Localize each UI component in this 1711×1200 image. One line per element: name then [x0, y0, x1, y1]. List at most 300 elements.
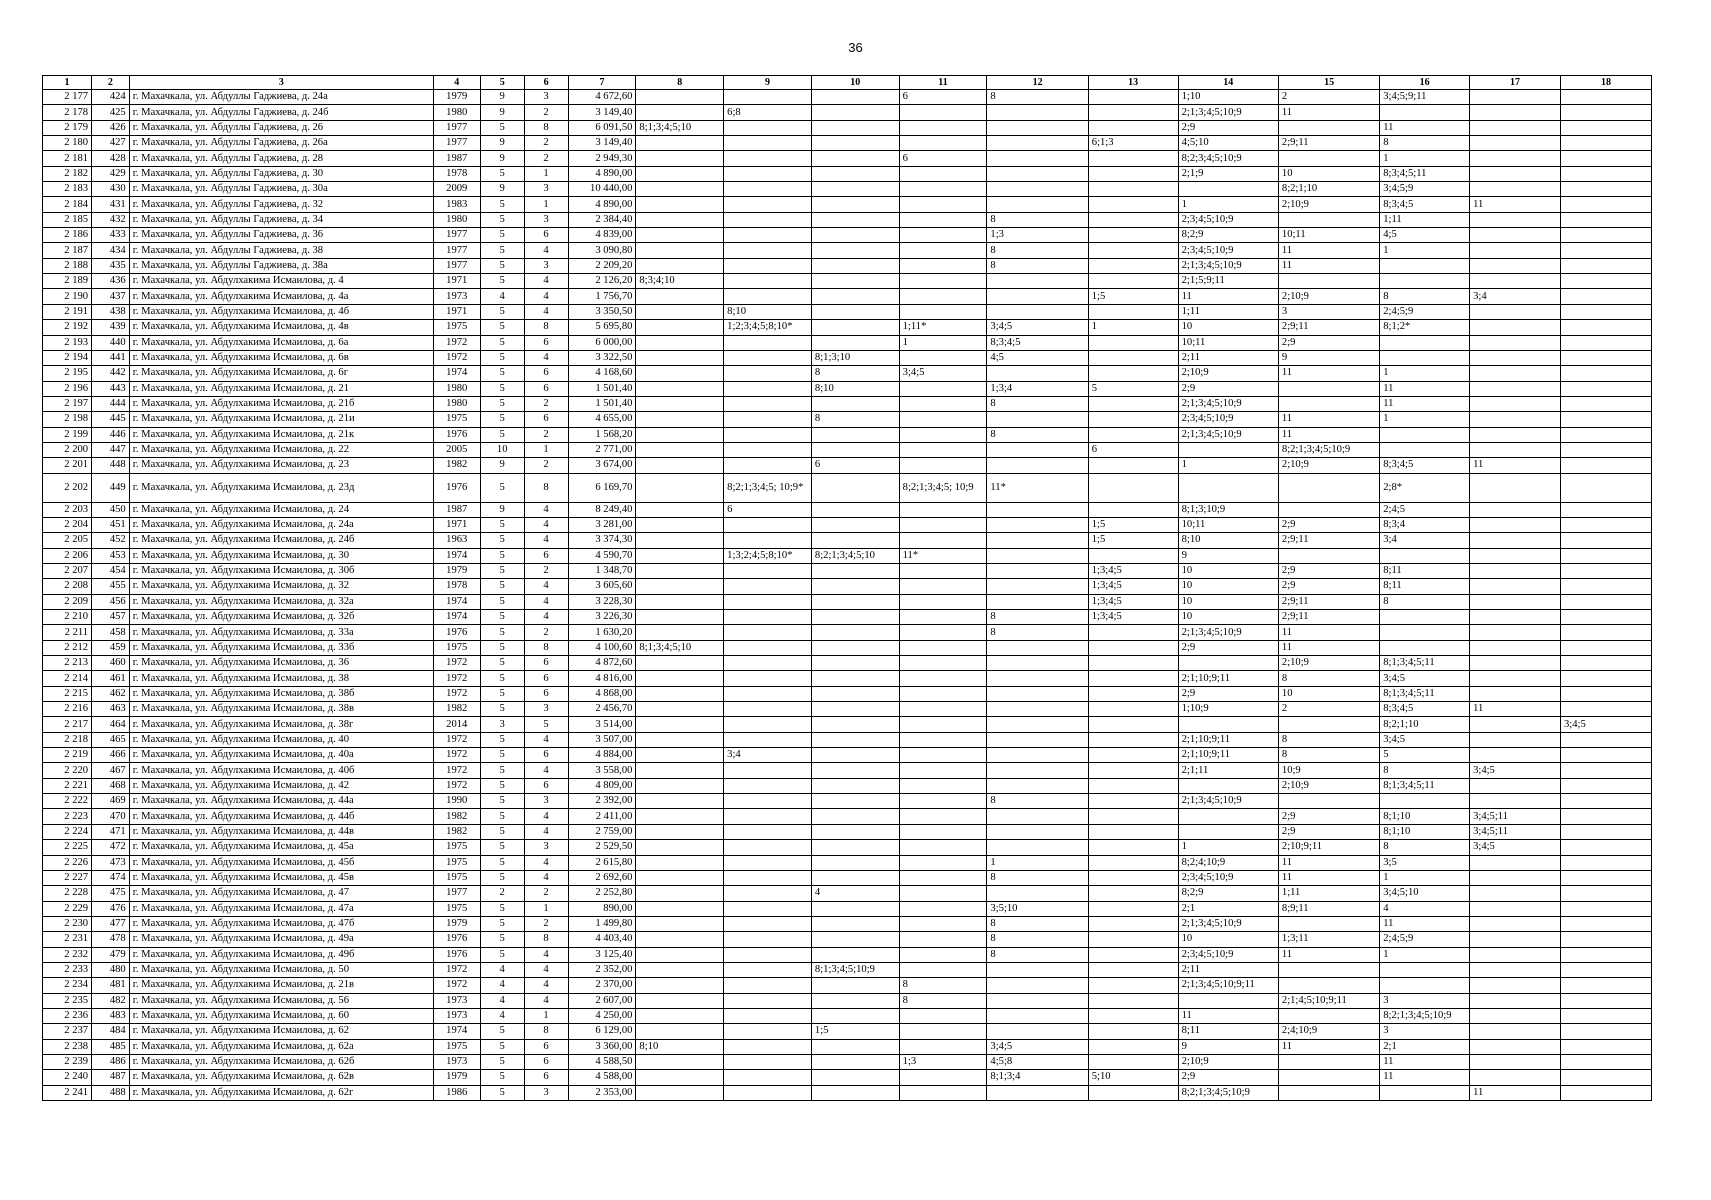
table-cell: [1470, 748, 1561, 763]
table-cell: 3 507,00: [568, 732, 636, 747]
table-cell: 3 374,30: [568, 533, 636, 548]
table-cell: 1;3;4;5: [1088, 563, 1178, 578]
table-cell: [1560, 702, 1651, 717]
table-cell: [636, 778, 724, 793]
table-cell: 8: [1278, 732, 1379, 747]
table-cell: [1178, 442, 1278, 457]
table-cell: 2;1;3;4;5;10;9: [1178, 258, 1278, 273]
table-cell: 5: [480, 855, 524, 870]
table-cell: г. Махачкала, ул. Абдуллы Гаджиева, д. 26а: [129, 136, 433, 151]
table-row: [43, 366, 1652, 381]
table-cell: [1380, 258, 1470, 273]
table-cell: 462: [92, 686, 130, 701]
table-cell: 1975: [433, 320, 480, 335]
table-cell: [1278, 381, 1379, 396]
table-cell: 2;1;3;4;5;10;9: [1178, 427, 1278, 442]
table-cell: [724, 640, 812, 655]
table-cell: 8;2;1;3;4;5; 10;9: [899, 473, 987, 502]
table-cell: 8: [987, 90, 1088, 105]
table-cell: 2;1;3;4;5;10;9: [1178, 916, 1278, 931]
table-cell: 2 411,00: [568, 809, 636, 824]
table-cell: 8;3;4;10: [636, 274, 724, 289]
table-cell: [899, 212, 987, 227]
table-cell: [636, 824, 724, 839]
table-cell: 476: [92, 901, 130, 916]
table-cell: [1088, 1039, 1178, 1054]
table-cell: 1987: [433, 151, 480, 166]
table-cell: [1278, 1008, 1379, 1023]
table-cell: 2;9: [1278, 335, 1379, 350]
table-cell: 5: [480, 932, 524, 947]
table-cell: 6: [524, 1039, 568, 1054]
table-cell: [724, 686, 812, 701]
table-cell: [1088, 732, 1178, 747]
table-cell: 448: [92, 458, 130, 473]
table-cell: 8;11: [1380, 579, 1470, 594]
table-cell: 1 501,40: [568, 396, 636, 411]
table-cell: 2 229: [43, 901, 92, 916]
table-cell: [1278, 962, 1379, 977]
table-cell: 4: [524, 350, 568, 365]
table-cell: 8: [1380, 840, 1470, 855]
table-row: [43, 870, 1652, 885]
table-cell: 1973: [433, 1008, 480, 1023]
table-cell: [899, 594, 987, 609]
table-cell: 3;4;5: [899, 366, 987, 381]
table-cell: 3: [1380, 1024, 1470, 1039]
table-cell: 1971: [433, 274, 480, 289]
table-cell: 2: [524, 886, 568, 901]
table-cell: [1088, 502, 1178, 517]
table-cell: [1560, 1070, 1651, 1085]
table-cell: 2;4;5;9: [1380, 932, 1470, 947]
table-cell: [987, 978, 1088, 993]
table-cell: [724, 243, 812, 258]
table-cell: г. Махачкала, ул. Абдулхакима Исмаилова, д. 4в: [129, 320, 433, 335]
table-cell: 2;10;9: [1278, 458, 1379, 473]
table-cell: [987, 809, 1088, 824]
table-cell: 1979: [433, 90, 480, 105]
table-cell: [636, 993, 724, 1008]
table-cell: [636, 197, 724, 212]
table-row: [43, 978, 1652, 993]
table-cell: 10: [480, 442, 524, 457]
table-cell: [1470, 258, 1561, 273]
table-cell: [724, 962, 812, 977]
table-cell: [1088, 304, 1178, 319]
table-cell: 1977: [433, 228, 480, 243]
table-cell: 2 193: [43, 335, 92, 350]
table-cell: 1972: [433, 763, 480, 778]
table-cell: г. Махачкала, ул. Абдуллы Гаджиева, д. 30а: [129, 182, 433, 197]
table-cell: [1278, 1054, 1379, 1069]
table-cell: [1470, 320, 1561, 335]
table-cell: [811, 136, 899, 151]
table-cell: [1278, 274, 1379, 289]
table-cell: 470: [92, 809, 130, 824]
table-cell: 3: [524, 702, 568, 717]
table-cell: 1972: [433, 748, 480, 763]
table-row: [43, 916, 1652, 931]
table-cell: 11: [1178, 1008, 1278, 1023]
table-cell: 2: [480, 886, 524, 901]
table-cell: 1974: [433, 594, 480, 609]
table-cell: г. Махачкала, ул. Абдулхакима Исмаилова, д. 50: [129, 962, 433, 977]
table-cell: 2 177: [43, 90, 92, 105]
table-cell: 1;3;11: [1278, 932, 1379, 947]
table-cell: [987, 458, 1088, 473]
table-cell: [1560, 1085, 1651, 1100]
table-cell: 5: [524, 717, 568, 732]
table-cell: [1088, 1085, 1178, 1100]
table-cell: 3;4;5: [1470, 840, 1561, 855]
table-cell: [811, 732, 899, 747]
table-cell: 1: [524, 1008, 568, 1023]
table-cell: [811, 120, 899, 135]
table-cell: [811, 640, 899, 655]
table-cell: 2;9: [1278, 563, 1379, 578]
table-cell: 2 227: [43, 870, 92, 885]
table-cell: 1973: [433, 289, 480, 304]
table-row: [43, 686, 1652, 701]
table-cell: г. Махачкала, ул. Абдулхакима Исмаилова, д. 4а: [129, 289, 433, 304]
table-cell: 2;1: [1380, 1039, 1470, 1054]
table-cell: 3 322,50: [568, 350, 636, 365]
table-cell: г. Махачкала, ул. Абдулхакима Исмаилова, д. 62г: [129, 1085, 433, 1100]
table-cell: 480: [92, 962, 130, 977]
table-cell: [1470, 548, 1561, 563]
table-cell: [811, 166, 899, 181]
table-cell: 2;3;4;5;10;9: [1178, 412, 1278, 427]
table-cell: 8;2;9: [1178, 886, 1278, 901]
table-cell: г. Махачкала, ул. Абдулхакима Исмаилова, д. 6г: [129, 366, 433, 381]
table-cell: 5: [480, 1070, 524, 1085]
table-cell: [987, 304, 1088, 319]
table-cell: [724, 671, 812, 686]
table-cell: 2;3;4;5;10;9: [1178, 870, 1278, 885]
table-cell: [811, 794, 899, 809]
table-cell: 1979: [433, 1070, 480, 1085]
table-cell: [1088, 1008, 1178, 1023]
table-row: [43, 901, 1652, 916]
table-cell: 8;3;4;5: [1380, 197, 1470, 212]
table-cell: г. Махачкала, ул. Абдуллы Гаджиева, д. 26: [129, 120, 433, 135]
table-cell: [1178, 656, 1278, 671]
table-cell: 2: [524, 458, 568, 473]
table-cell: 8: [899, 993, 987, 1008]
table-cell: 1976: [433, 473, 480, 502]
table-cell: 442: [92, 366, 130, 381]
table-cell: 1: [1380, 243, 1470, 258]
table-cell: 5: [480, 671, 524, 686]
table-cell: 3 149,40: [568, 136, 636, 151]
table-cell: 430: [92, 182, 130, 197]
table-cell: 10: [1178, 579, 1278, 594]
table-cell: [987, 840, 1088, 855]
table-cell: 1972: [433, 656, 480, 671]
table-cell: 1973: [433, 993, 480, 1008]
table-cell: 2 223: [43, 809, 92, 824]
table-cell: [811, 563, 899, 578]
table-row: [43, 243, 1652, 258]
table-cell: [724, 182, 812, 197]
table-cell: 890,00: [568, 901, 636, 916]
table-cell: [1380, 610, 1470, 625]
table-cell: 2;10;9: [1178, 366, 1278, 381]
table-cell: [1560, 778, 1651, 793]
table-cell: [1088, 197, 1178, 212]
table-cell: 1 499,80: [568, 916, 636, 931]
table-cell: г. Махачкала, ул. Абдулхакима Исмаилова, д. 6в: [129, 350, 433, 365]
table-cell: [636, 258, 724, 273]
table-cell: 5;10: [1088, 1070, 1178, 1085]
table-cell: [1178, 993, 1278, 1008]
table-cell: [724, 350, 812, 365]
table-cell: [1088, 396, 1178, 411]
table-cell: [899, 289, 987, 304]
table-cell: [636, 717, 724, 732]
table-cell: [724, 625, 812, 640]
table-cell: 5: [480, 794, 524, 809]
table-cell: 5: [480, 947, 524, 962]
table-cell: [636, 947, 724, 962]
table-cell: 2 204: [43, 517, 92, 532]
table-cell: 1;11: [1178, 304, 1278, 319]
table-cell: 2;4;5: [1380, 502, 1470, 517]
table-cell: 482: [92, 993, 130, 1008]
table-cell: 4: [524, 517, 568, 532]
table-cell: 8: [811, 366, 899, 381]
table-cell: [724, 978, 812, 993]
table-cell: 8;3;4;5;11: [1380, 166, 1470, 181]
table-cell: [1560, 320, 1651, 335]
table-cell: 457: [92, 610, 130, 625]
table-cell: [987, 1024, 1088, 1039]
table-cell: 2 181: [43, 151, 92, 166]
table-cell: 449: [92, 473, 130, 502]
table-cell: [1560, 90, 1651, 105]
table-cell: 8: [811, 412, 899, 427]
table-cell: [1470, 732, 1561, 747]
table-cell: 5: [480, 732, 524, 747]
table-cell: [724, 717, 812, 732]
table-cell: [1470, 335, 1561, 350]
table-cell: 4: [524, 610, 568, 625]
table-cell: 3;4;5: [987, 1039, 1088, 1054]
table-cell: г. Махачкала, ул. Абдулхакима Исмаилова, д. 32: [129, 579, 433, 594]
table-cell: 10;11: [1178, 517, 1278, 532]
table-cell: [724, 258, 812, 273]
table-cell: 1: [524, 166, 568, 181]
table-cell: 8;10: [1178, 533, 1278, 548]
table-cell: 4;5: [987, 350, 1088, 365]
table-cell: [811, 809, 899, 824]
table-row: [43, 594, 1652, 609]
table-cell: г. Махачкала, ул. Абдуллы Гаджиева, д. 24а: [129, 90, 433, 105]
table-cell: [636, 610, 724, 625]
table-cell: [1470, 993, 1561, 1008]
table-cell: [1088, 335, 1178, 350]
table-cell: 2 191: [43, 304, 92, 319]
table-cell: 1975: [433, 870, 480, 885]
table-cell: [899, 625, 987, 640]
table-cell: 9: [1178, 1039, 1278, 1054]
table-cell: [1088, 120, 1178, 135]
table-cell: [1560, 993, 1651, 1008]
table-cell: 2 214: [43, 671, 92, 686]
table-cell: [1560, 824, 1651, 839]
column-header: 6: [524, 76, 568, 90]
table-cell: 2 208: [43, 579, 92, 594]
table-cell: [724, 442, 812, 457]
table-cell: [811, 258, 899, 273]
table-cell: 1972: [433, 978, 480, 993]
table-cell: 2 221: [43, 778, 92, 793]
table-cell: [1560, 197, 1651, 212]
table-cell: 2 199: [43, 427, 92, 442]
table-cell: 5: [480, 809, 524, 824]
table-cell: [1088, 978, 1178, 993]
table-cell: 2 225: [43, 840, 92, 855]
table-cell: 2 233: [43, 962, 92, 977]
table-cell: 3 125,40: [568, 947, 636, 962]
table-cell: г. Махачкала, ул. Абдулхакима Исмаилова, д. 60: [129, 1008, 433, 1023]
table-cell: 3: [524, 840, 568, 855]
table-cell: 8;2;1;10: [1380, 717, 1470, 732]
table-row: [43, 212, 1652, 227]
table-cell: [724, 212, 812, 227]
table-cell: 4 672,60: [568, 90, 636, 105]
column-header: 10: [811, 76, 899, 90]
table-cell: 465: [92, 732, 130, 747]
table-cell: 2: [524, 136, 568, 151]
table-cell: 10;11: [1178, 335, 1278, 350]
table-cell: 11: [1380, 916, 1470, 931]
table-cell: [1088, 656, 1178, 671]
table-cell: 468: [92, 778, 130, 793]
table-cell: 11: [1278, 947, 1379, 962]
table-cell: 5: [480, 748, 524, 763]
table-cell: [1560, 120, 1651, 135]
table-cell: 2 184: [43, 197, 92, 212]
table-cell: г. Махачкала, ул. Абдулхакима Исмаилова, д. 38б: [129, 686, 433, 701]
table-cell: 11: [1380, 1054, 1470, 1069]
table-cell: 5: [480, 427, 524, 442]
table-cell: 8: [987, 243, 1088, 258]
table-cell: [1088, 855, 1178, 870]
table-cell: [1470, 579, 1561, 594]
table-cell: 3 149,40: [568, 105, 636, 120]
table-cell: [1178, 182, 1278, 197]
table-cell: 4: [524, 870, 568, 885]
table-cell: [899, 533, 987, 548]
table-cell: 11*: [899, 548, 987, 563]
table-cell: г. Махачкала, ул. Абдуллы Гаджиева, д. 32: [129, 197, 433, 212]
table-cell: [636, 686, 724, 701]
table-cell: 9: [480, 136, 524, 151]
table-cell: [636, 517, 724, 532]
table-cell: 2 224: [43, 824, 92, 839]
table-cell: 8;3;4;5: [987, 335, 1088, 350]
table-cell: 2;9: [1178, 640, 1278, 655]
table-cell: [899, 901, 987, 916]
table-cell: 3 674,00: [568, 458, 636, 473]
table-cell: 8;3;4: [1380, 517, 1470, 532]
table-row: [43, 932, 1652, 947]
table-cell: [811, 517, 899, 532]
table-cell: 8;2;1;10: [1278, 182, 1379, 197]
table-cell: 2 231: [43, 932, 92, 947]
table-cell: 2;1: [1178, 901, 1278, 916]
table-cell: 1;3: [987, 228, 1088, 243]
table-cell: [1088, 794, 1178, 809]
table-cell: 6 000,00: [568, 335, 636, 350]
table-cell: [987, 442, 1088, 457]
column-header: 11: [899, 76, 987, 90]
table-cell: [899, 855, 987, 870]
table-cell: [811, 610, 899, 625]
table-row: [43, 335, 1652, 350]
table-cell: 8 249,40: [568, 502, 636, 517]
table-cell: [1470, 656, 1561, 671]
table-cell: 5: [480, 396, 524, 411]
table-cell: 8: [987, 916, 1088, 931]
table-cell: [1560, 458, 1651, 473]
table-cell: 8: [987, 427, 1088, 442]
table-cell: 2 188: [43, 258, 92, 273]
table-cell: [1088, 748, 1178, 763]
table-cell: 2;9;11: [1278, 136, 1379, 151]
table-cell: 2 238: [43, 1039, 92, 1054]
table-cell: [1470, 228, 1561, 243]
table-cell: [1088, 778, 1178, 793]
table-cell: 11: [1278, 366, 1379, 381]
table-cell: г. Махачкала, ул. Абдуллы Гаджиева, д. 38а: [129, 258, 433, 273]
table-cell: 3;4;5;10: [1380, 886, 1470, 901]
table-cell: 485: [92, 1039, 130, 1054]
column-header: 12: [987, 76, 1088, 90]
table-cell: [1380, 625, 1470, 640]
table-cell: [1088, 427, 1178, 442]
table-cell: 1963: [433, 533, 480, 548]
table-cell: [1470, 381, 1561, 396]
table-cell: 5: [480, 610, 524, 625]
table-cell: 2 236: [43, 1008, 92, 1023]
table-cell: [1560, 748, 1651, 763]
table-cell: 2;1;3;4;5;10;9;11: [1178, 978, 1278, 993]
table-cell: 3: [524, 90, 568, 105]
table-cell: [987, 151, 1088, 166]
table-cell: [724, 458, 812, 473]
table-cell: [987, 120, 1088, 135]
table-cell: [724, 412, 812, 427]
table-cell: г. Махачкала, ул. Абдулхакима Исмаилова, д. 40: [129, 732, 433, 747]
table-cell: [636, 886, 724, 901]
table-cell: 447: [92, 442, 130, 457]
table-cell: 6;8: [724, 105, 812, 120]
table-cell: 466: [92, 748, 130, 763]
table-cell: [1560, 656, 1651, 671]
table-cell: [987, 197, 1088, 212]
table-cell: [636, 105, 724, 120]
table-cell: [987, 274, 1088, 289]
table-cell: [987, 579, 1088, 594]
table-cell: 1;5: [1088, 289, 1178, 304]
table-cell: [1560, 366, 1651, 381]
table-cell: 3: [1380, 993, 1470, 1008]
table-cell: [1560, 335, 1651, 350]
table-cell: 1 568,20: [568, 427, 636, 442]
